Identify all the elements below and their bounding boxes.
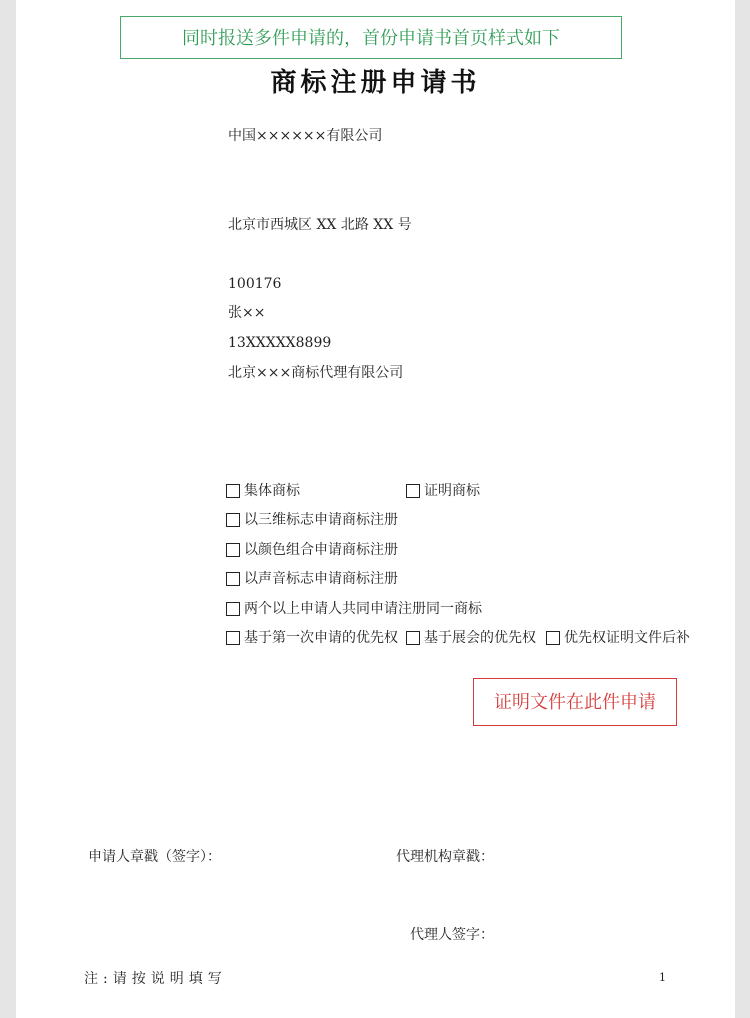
notice-banner: 同时报送多件申请的，首份申请书首页样式如下 [120,16,622,59]
proof-document-note: 证明文件在此件申请 [473,678,677,726]
field-value: 13XXXXX8899 [228,335,332,351]
checkbox-box[interactable] [406,484,420,498]
checkbox-box[interactable] [226,631,240,645]
page-title: 商标注册申请书 [270,68,481,98]
field-value: 100176 [228,276,282,292]
checkbox-label: 基于展会的优先权 [424,630,536,646]
checkbox-label: 优先权证明文件后补 [564,630,690,646]
checkbox-box[interactable] [406,631,420,645]
field-value: 北京市西城区 XX 北路 XX 号 [228,217,412,233]
checkbox-box[interactable] [226,513,240,527]
checkbox-label: 基于第一次申请的优先权 [244,630,398,646]
checkbox-label: 集体商标 [244,483,300,499]
checkbox-joint-application[interactable] [226,598,482,620]
checkbox-label: 以三维标志申请商标注册 [244,512,398,528]
footnote: 注:请按说明填写 [84,971,227,987]
page-number: 1 [659,971,666,984]
checkbox-certification-mark[interactable] [406,480,480,502]
field-value: 张×× [228,305,266,321]
field-value: 中国××××××有限公司 [228,128,383,144]
checkbox-box[interactable] [226,572,240,586]
checkbox-label: 证明商标 [424,483,480,499]
checkbox-label: 以颜色组合申请商标注册 [244,542,398,558]
applicant-seal-label: 申请人章戳（签字）： [88,849,221,865]
field-value: 北京×××商标代理有限公司 [228,365,404,381]
checkbox-box[interactable] [546,631,560,645]
checkbox-collective-mark[interactable] [226,480,300,502]
checkbox-sound-mark[interactable] [226,568,398,590]
checkbox-color-mark[interactable] [226,539,398,561]
agent-signature-label: 代理人签字： [410,927,494,943]
agency-seal-label: 代理机构章戳： [396,849,494,865]
checkbox-first-filing-priority[interactable] [226,627,398,649]
checkbox-label: 以声音标志申请商标注册 [244,571,398,587]
checkbox-box[interactable] [226,484,240,498]
application-page [16,0,735,1018]
checkbox-box[interactable] [226,602,240,616]
checkbox-3d-mark[interactable] [226,509,398,531]
checkbox-label: 两个以上申请人共同申请注册同一商标 [244,601,482,617]
checkbox-exhibition-priority[interactable] [406,627,536,649]
checkbox-box[interactable] [226,543,240,557]
checkbox-priority-docs-later[interactable] [546,627,690,649]
